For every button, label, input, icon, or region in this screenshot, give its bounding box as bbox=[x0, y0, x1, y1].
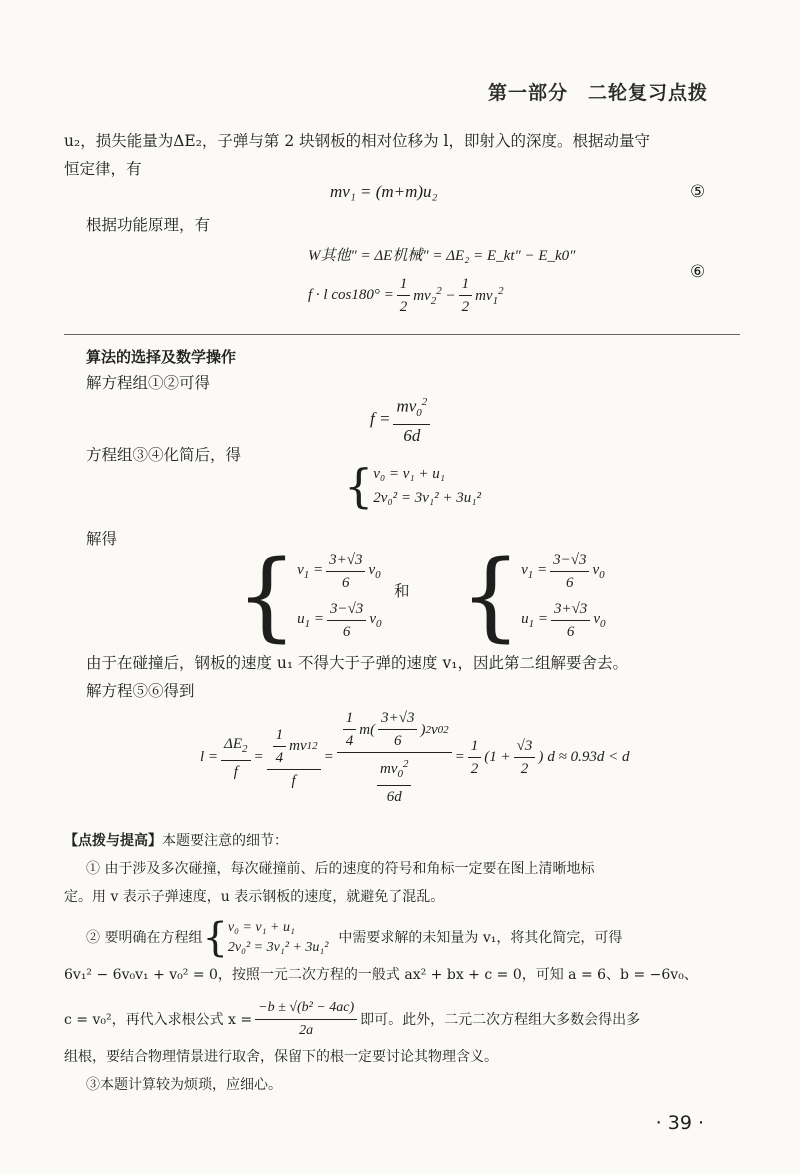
tip-2-line-a-post: 中需要求解的未知量为 v₁，将其化简完，可得 bbox=[338, 930, 623, 946]
tip-1-line-b: 定。用 v 表示子弹速度，u 表示钢板的速度，就避免了混乱。 bbox=[64, 889, 445, 905]
equation-5-number: ⑤ bbox=[690, 182, 706, 202]
tips-heading-tail: 本题要注意的细节： bbox=[162, 833, 288, 849]
tips-heading bbox=[64, 826, 288, 856]
equation-system-1: { v₀ = v₁ + u₁ 2v₀² = 3v₁² + 3u₁² bbox=[344, 459, 481, 513]
section-title: 算法的选择及数学操作 bbox=[86, 348, 237, 366]
system-1-line-b: 2v₀² = 3v₁² + 3u₁² bbox=[373, 490, 481, 506]
equation-l: l = $\frac{\Delta E_2}{f}$ = $\frac{1}{4}$ mv 1 2 f = $\frac{1}{4}$ m( $\frac{3+√3}{6}$ ) 2 v 0 2 $\frac{mv_0^2}{6d}$ = $\frac{1}{2}$ (1 + $\frac{√3}{2}$ ) d ≈ 0.93d < d bbox=[200, 710, 630, 805]
intro-line-2: 恒定律，有 bbox=[64, 160, 142, 178]
tip-2-line-a: ② 要明确在方程组 { v₀ = v₁ + u₁ 2v₀² = 3v₁² + 3u₁² 中需要求解的未知量为 v₁，将其化简完，可得 bbox=[86, 915, 623, 961]
section-line-2: 方程组③④化简后，得 bbox=[86, 446, 242, 464]
system-1-line-a: v₀ = v₁ + u₁ bbox=[373, 466, 445, 482]
equation-6-number: ⑥ bbox=[690, 262, 706, 282]
section-line-4: 由于在碰撞后，钢板的速度 u₁ 不得大于子弹的速度 v₁，因此第二组解要舍去。 bbox=[86, 654, 628, 672]
tip-2-line-c-pre: c = v₀²，再代入求根公式 x = bbox=[64, 1011, 253, 1028]
section-line-5: 解方程⑤⑥得到 bbox=[86, 682, 195, 700]
solution-set-2: { $v_1$ = $\frac{3-√3}{6}$ $v_0$ $u_1$ = $\frac{3+√3}{6}$ $v_0$ bbox=[460, 540, 606, 652]
tip-2-line-a-pre: ② 要明确在方程组 bbox=[86, 930, 203, 946]
tip-3: ③本题计算较为烦琐，应细心。 bbox=[86, 1077, 282, 1093]
tip-2-line-d: 组根，要结合物理情景进行取舍，保留下的根一定要讨论其物理含义。 bbox=[64, 1049, 498, 1065]
tip-2-line-b: 6v₁² − 6v₀v₁ + v₀² = 0，按照一元二次方程的一般式 ax² + bx + c = 0，可知 a = 6、b = −6v₀、 bbox=[64, 967, 698, 983]
equation-6b: f · l cos180° = $\frac{1}{2}$ $mv_2^2$ − $\frac{1}{2}$ $mv_1^2$ bbox=[308, 276, 504, 315]
tip-1-line-a: ① 由于涉及多次碰撞，每次碰撞前、后的速度的符号和角标一定要在图上清晰地标 bbox=[86, 861, 595, 877]
intro-line-3: 根据功能原理，有 bbox=[86, 216, 211, 234]
solution-set-1: { $v_1$ = $\frac{3+√3}{6}$ $v_0$ $u_1$ = $\frac{3-√3}{6}$ $v_0$ bbox=[236, 540, 382, 652]
equation-6a: W其他″ = ΔE机械″ = ΔE₂ = E_kt″ − E_k0″ bbox=[308, 248, 576, 264]
running-header: 第一部分 二轮复习点拨 bbox=[487, 82, 708, 104]
tips-label: 【点拨与提高】 bbox=[64, 833, 162, 849]
intro-line-1: u₂，损失能量为ΔE₂，子弹与第 2 块钢板的相对位移为 l，即射入的深度。根据动量守 bbox=[64, 132, 651, 150]
page-number: · 39 · bbox=[655, 1112, 704, 1134]
equation-6b-left: f · l cos180° = bbox=[308, 287, 394, 303]
equation-l-result: d ≈ 0.93d < d bbox=[547, 749, 630, 765]
section-line-1: 解方程组①②可得 bbox=[86, 374, 211, 392]
tip-2-line-c-post: 即可。此外，二元二次方程组大多数会得出多 bbox=[360, 1011, 641, 1028]
equation-f: f = $\frac{mv_0^2}{6d}$ bbox=[370, 392, 433, 446]
equation-5: mv₁ = (m+m)u₂ bbox=[330, 182, 438, 201]
and-word: 和 bbox=[394, 582, 410, 600]
section-divider bbox=[64, 334, 740, 335]
tip-2-line-c: c = v₀²，再代入求根公式 x = $\frac{\text{−b ± √(b² − 4ac)}}{2a}$ 即可。此外，二元二次方程组大多数会得出多 bbox=[64, 1000, 641, 1038]
section-line-3: 解得 bbox=[86, 530, 118, 548]
